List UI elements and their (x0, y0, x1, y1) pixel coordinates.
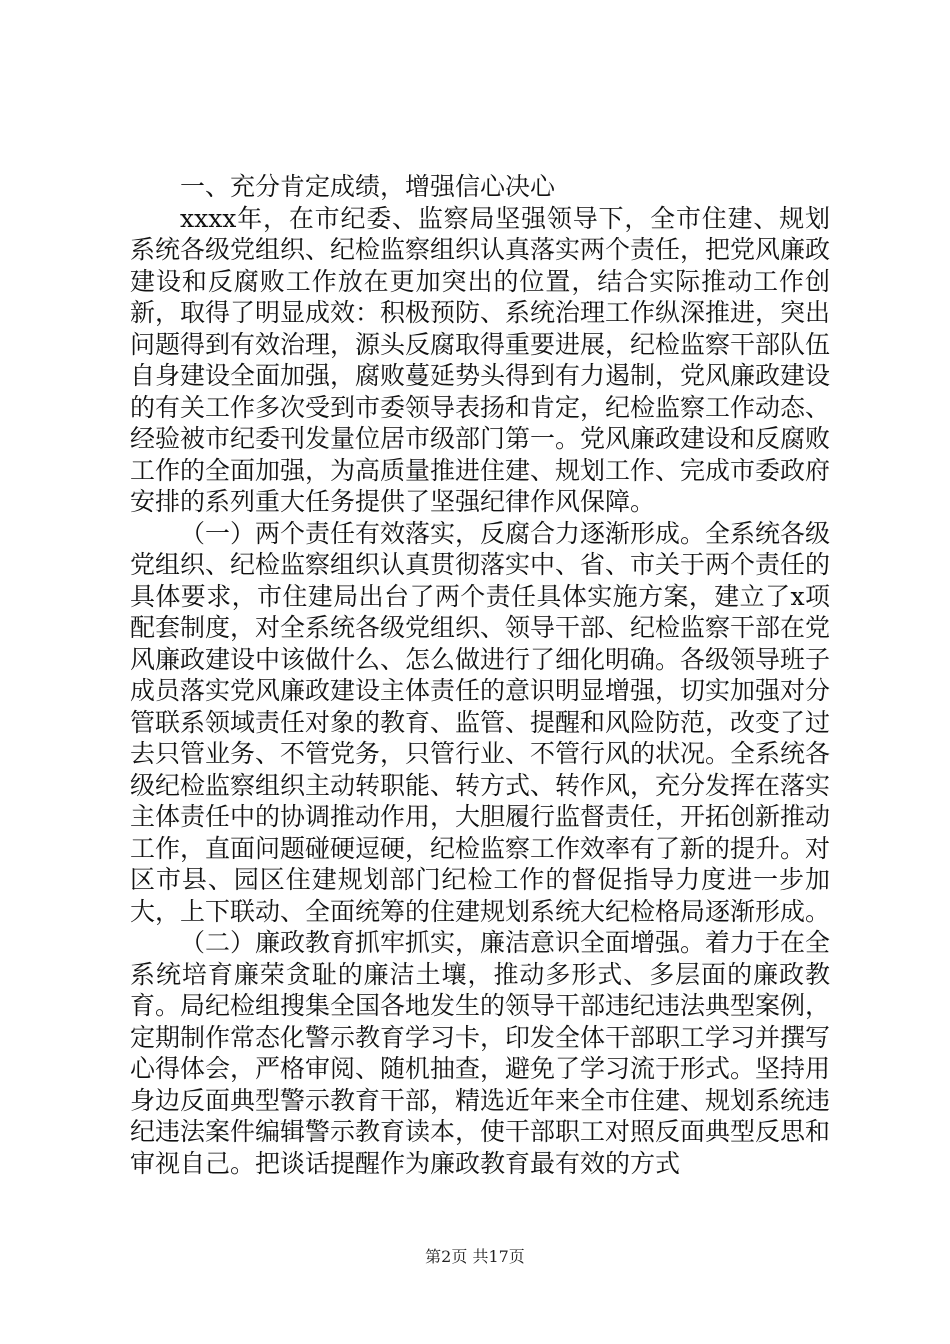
section-heading: 一、充分肯定成绩，增强信心决心 (180, 172, 556, 201)
paragraph-subsection-1: （一）两个责任有效落实，反腐合力逐渐形成。全系统各级党组织、纪检监察组织认真贯彻落实中、省、市关于两个责任的具体要求，市住建局出台了两个责任具体实施方案，建立了x项配套制度，对全系统各级党组织、领导干部、纪检监察干部在党风廉政建设中该做什么、怎么做进行了细化明确。各级领导班子成员落实党风廉政建设主体责任的意识明显增强，切实加强对分管联系领域责任对象的教育、监管、提醒和风险防范，改变了过去只管业务、不管党务，只管行业、不管行风的状况。全系统各级纪检监察组织主动转职能、转方式、转作风，充分发挥在落实主体责任中的协调推动作用，大胆履行监督责任，开拓创新推动工作，直面问题碰硬逗硬，纪检监察工作效率有了新的提升。对区市县、园区住建规划部门纪检工作的督促指导力度进一步加大，上下联动、全面统筹的住建规划系统大纪检格局逐渐形成。 (130, 518, 831, 926)
paragraph-intro: xxxx年，在市纪委、监察局坚强领导下，全市住建、规划系统各级党组织、纪检监察组织认真落实两个责任，把党风廉政建设和反腐败工作放在更加突出的位置，结合实际推动工作创新，取得了明显成效：积极预防、系统治理工作纵深推进，突出问题得到有效治理，源头反腐取得重要进展，纪检监察干部队伍自身建设全面加强，腐败蔓延势头得到有力遏制，党风廉政建设的有关工作多次受到市委领导表扬和肯定，纪检监察工作动态、经验被市纪委刊发量位居市级部门第一。党风廉政建设和反腐败工作的全面加强，为高质量推进住建、规划工作、完成市委政府安排的系列重大任务提供了坚强纪律作风保障。 (130, 203, 831, 516)
page-number-footer: 第2页 共17页 (425, 1247, 525, 1266)
document-body (130, 171, 830, 1179)
paragraph-subsection-2: （二）廉政教育抓牢抓实，廉洁意识全面增强。着力于在全系统培育廉荣贪耻的廉洁土壤，推动多形式、多层面的廉政教育。局纪检组搜集全国各地发生的领导干部违纪违法典型案例，定期制作常态化警示教育学习卡，印发全体干部职工学习并撰写心得体会，严格审阅、随机抽查，避免了学习流于形式。坚持用身边反面典型警示教育干部，精选近年来全市住建、规划系统违纪违法案件编辑警示教育读本，使干部职工对照反面典型反思和审视自己。把谈话提醒作为廉政教育最有效的方式 (130, 928, 831, 1178)
